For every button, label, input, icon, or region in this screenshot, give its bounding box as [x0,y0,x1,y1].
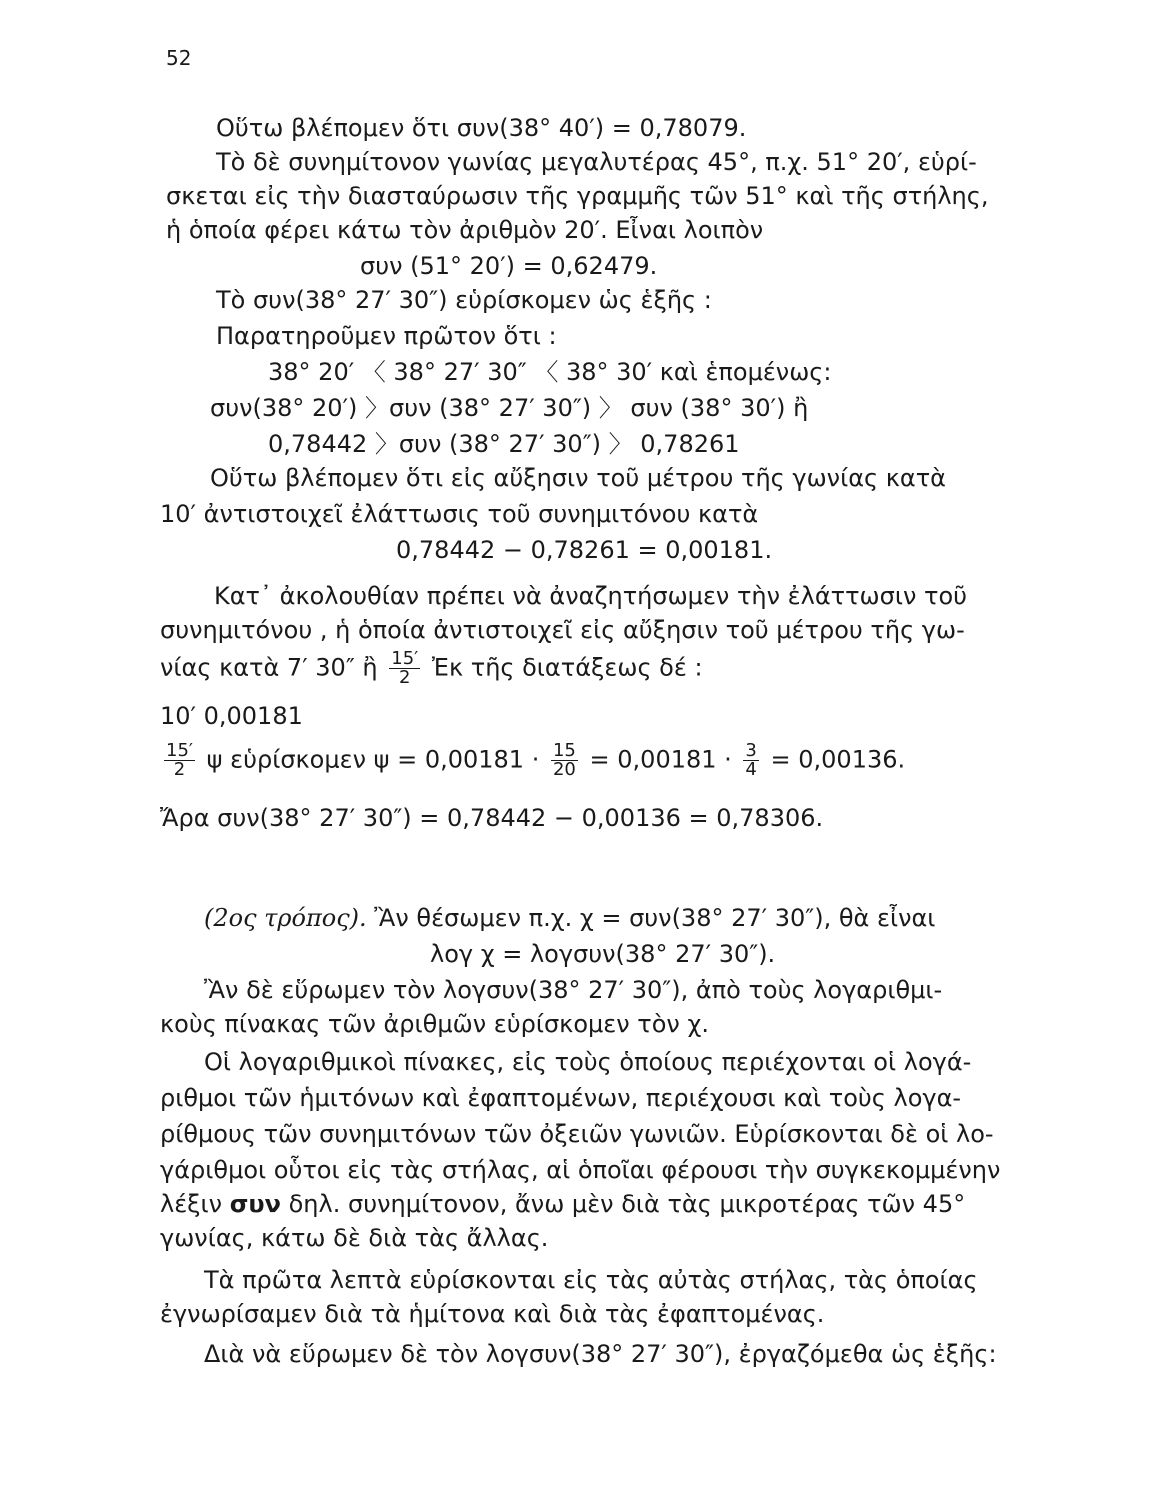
formula-line: συν(38° 20′) 〉συν (38° 27′ 30″) 〉 συν (38° 30′) ἢ [210,394,809,422]
fraction-numerator: 15′ [166,740,193,761]
page-number: 52 [166,46,192,70]
text-line: ριθμοι τῶν ἡμιτόνων καὶ ἐφαπτομένων, περιέχουσι καὶ τοὺς λογα- [160,1084,962,1112]
psi-text-b: = 0,00181 · [589,745,732,774]
text-line: κοὺς πίνακας τῶν ἀριθμῶν εὑρίσκομεν τὸν χ. [160,1010,709,1038]
syn-text-line [160,1188,965,1220]
psi-formula-line [160,742,905,779]
syn-bold-word: συν [229,1190,281,1218]
fraction-numerator: 15 [552,740,576,761]
text-line: Οὕτω βλέπομεν ὅτι συν(38° 40′) = 0,78079. [216,114,747,142]
fraction-denominator: 4 [745,759,757,780]
fraction-numerator: 3 [745,740,757,761]
tropos-line [204,902,935,934]
formula-line: 0,78442 〉συν (38° 27′ 30″) 〉 0,78261 [268,430,740,458]
formula-line: λογ χ = λογσυν(38° 27′ 30″). [430,940,776,968]
formula-line: 0,78442 − 0,78261 = 0,00181. [396,536,773,564]
text-line: Κατ᾽ ἀκολουθίαν πρέπει νὰ ἀναζητήσωμεν τὴν ἐλάττωσιν τοῦ [214,582,968,610]
syn-line-post: δηλ. συνημίτονον, ἄνω μὲν διὰ τὰς μικροτέρας τῶν 45° [288,1190,966,1218]
fraction [743,742,758,779]
text-line: γωνίας, κάτω δὲ διὰ τὰς ἄλλας. [160,1224,549,1252]
fraction-denominator: 2 [173,759,186,780]
text-line: ρίθμους τῶν συνημιτόνων τῶν ὀξειῶν γωνιῶν. Εὑρίσκονται δὲ οἱ λο- [160,1120,994,1148]
text-line: 10′ 0,00181 [160,702,303,730]
formula-line: συν (51° 20′) = 0,62479. [360,252,658,280]
text-line: Τὰ πρῶτα λεπτὰ εὑρίσκονται εἰς τὰς αὐτὰς στήλας, τὰς ὁποίας [204,1266,978,1294]
method-text: Ἂν θέσωμεν π.χ. χ = συν(38° 27′ 30″), θὰ εἶναι [374,904,936,932]
frac-line-post: Ἐκ τῆς διατάξεως δέ : [431,653,703,682]
fraction [551,742,578,779]
text-line: Οὕτω βλέπομεν ὅτι εἰς αὔξησιν τοῦ μέτρου τῆς γωνίας κατὰ [210,464,946,492]
psi-text-c: = 0,00136. [770,745,906,774]
text-line: Τὸ δὲ συνημίτονον γωνίας μεγαλυτέρας 45°, π.χ. 51° 20′, εὑρί- [216,148,977,176]
text-line: Τὸ συν(38° 27′ 30″) εὑρίσκομεν ὡς ἑξῆς : [216,286,712,314]
psi-text-a: ψ εὑρίσκομεν ψ = 0,00181 · [206,745,540,774]
text-line: ἐγνωρίσαμεν διὰ τὰ ἡμίτονα καὶ διὰ τὰς ἐφαπτομένας. [160,1300,825,1328]
formula-line: 38° 20′ 〈 38° 27′ 30″ 〈 38° 30′ καὶ ἑπομένως: [268,358,832,386]
fraction-denominator: 20 [552,759,576,780]
fraction-denominator: 2 [399,667,411,688]
text-line: 10′ ἀντιστοιχεῖ ἐλάττωσις τοῦ συνημιτόνου κατὰ [160,500,759,528]
fraction [389,650,420,687]
text-line: συνημιτόνου , ἡ ὁποία ἀντιστοιχεῖ εἰς αὔξησιν τοῦ μέτρου τῆς γω- [160,616,965,644]
frac-line-pre: νίας κατὰ 7′ 30″ ἢ [160,653,378,682]
fraction-numerator: 15′ [391,648,419,669]
text-line: σκεται εἰς τὴν διασταύρωσιν τῆς γραμμῆς τῶν 51° καὶ τῆς στήλης, [166,182,989,210]
text-line: Διὰ νὰ εὕρωμεν δὲ τὸν λογσυν(38° 27′ 30″), ἐργαζόμεθα ὡς ἑξῆς: [204,1340,997,1368]
text-line: Ἂν δὲ εὕρωμεν τὸν λογσυν(38° 27′ 30″), ἀπὸ τοὺς λογαριθμι- [204,976,943,1004]
method-label: (2ος τρόπος). [204,904,367,932]
fraction [164,742,195,779]
text-line: ἡ ὁποία φέρει κάτω τὸν ἀριθμὸν 20′. Εἶναι λοιπὸν [166,216,764,244]
text-line: γάριθμοι οὗτοι εἰς τὰς στήλας, αἱ ὁποῖαι φέρουσι τὴν συγκεκομμένην [160,1156,1001,1184]
fraction-text-line [160,650,703,687]
text-line: Οἱ λογαριθμικοὶ πίνακες, εἰς τοὺς ὁποίους περιέχονται οἱ λογά- [204,1048,972,1076]
syn-line-pre: λέξιν [160,1190,223,1218]
text-line: Παρατηροῦμεν πρῶτον ὅτι : [216,322,557,350]
formula-line: Ἄρα συν(38° 27′ 30″) = 0,78442 − 0,00136 = 0,78306. [160,804,824,832]
